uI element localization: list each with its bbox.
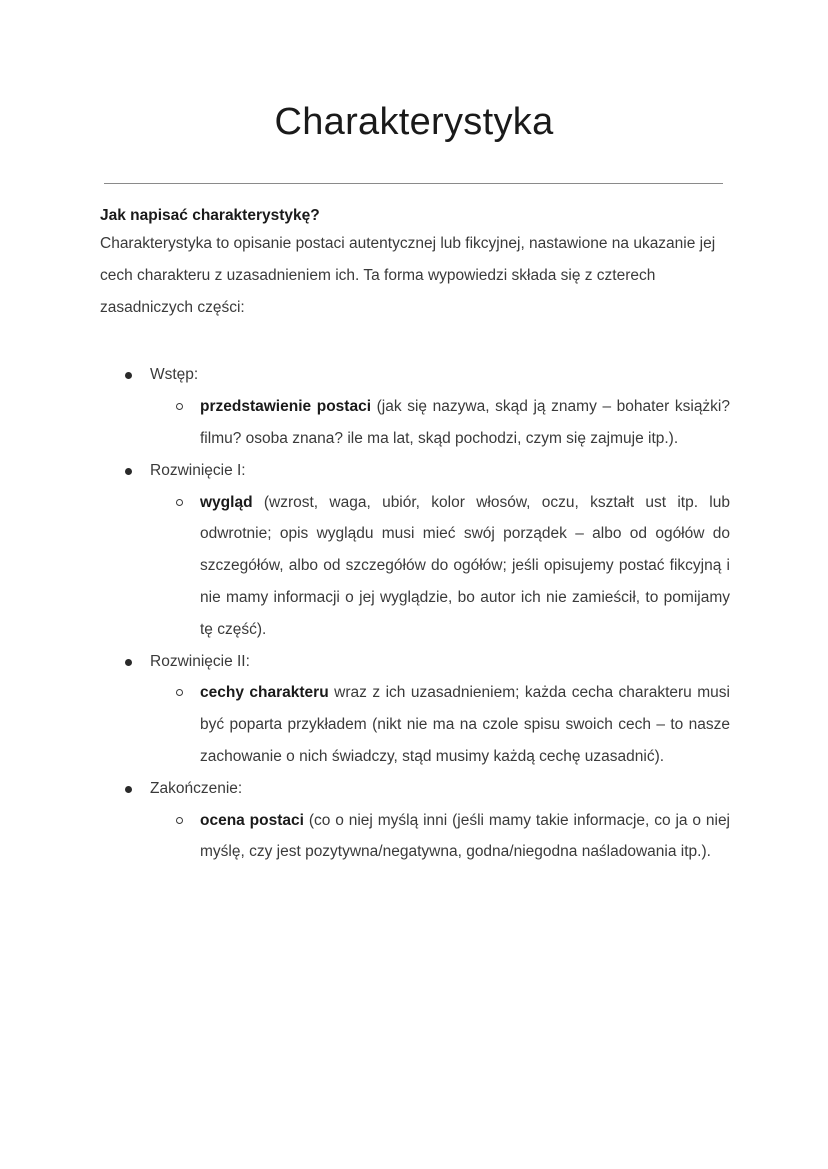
section-heading: Jak napisać charakterystykę?	[100, 207, 320, 224]
sub-list-item	[150, 487, 730, 646]
bullet-dot-icon	[125, 468, 132, 475]
part-term: przedstawienie postaci	[200, 398, 372, 416]
list-item-zakonczenie	[100, 773, 730, 868]
part-description: wraz z ich uzasadnieniem; każda cecha charakteru musi być poparta przykładem (nikt nie ma na czole spisu swoich cech – to nasze zachowanie o nich świadczy, stąd musimy każdą cechę uzasadnić).	[200, 684, 730, 765]
part-term: ocena postaci	[200, 811, 304, 829]
part-label: Rozwinięcie II:	[150, 652, 250, 670]
bullet-circle-icon	[176, 499, 183, 506]
bullet-circle-icon	[176, 689, 183, 696]
part-label: Zakończenie:	[150, 779, 243, 797]
sub-list-item	[150, 805, 730, 869]
part-description: (wzrost, waga, ubiór, kolor włosów, oczu, kształt ust itp. lub odwrotnie; opis wyglądu musi mieć swój porządek – albo od ogółów do szczegółów, albo od szczegółów do ogółów; jeśli opisujemy postać fikcyjną i nie mamy informacji o jej wyglądzie, bo autor ich nie zamieścił, to pomijamy tę część).	[200, 493, 730, 638]
page-title: Charakterystyka	[274, 101, 554, 143]
parts-list	[100, 359, 730, 868]
bullet-circle-icon	[176, 403, 183, 410]
bullet-dot-icon	[125, 786, 132, 793]
part-term: wygląd	[200, 493, 253, 511]
list-item-rozwiniecie-1	[100, 455, 730, 646]
part-description: (jak się nazywa, skąd ją znamy – bohater książki? filmu? osoba znana? ile ma lat, skąd pochodzi, czym się zajmuje itp.).	[200, 398, 730, 447]
part-term: cechy charakteru	[200, 684, 329, 702]
sub-list-item	[150, 677, 730, 772]
part-label: Rozwinięcie I:	[150, 461, 246, 479]
bullet-dot-icon	[125, 372, 132, 379]
document-body	[100, 204, 730, 868]
title-divider	[104, 183, 723, 184]
intro-paragraph: Charakterystyka to opisanie postaci autentycznej lub fikcyjnej, nastawione na ukazanie jej cech charakteru z uzasadnieniem ich. Ta forma wypowiedzi składa się z czterech zasadniczych części:	[100, 235, 716, 316]
bullet-circle-icon	[176, 817, 183, 824]
sub-list	[150, 677, 730, 772]
sub-list	[150, 487, 730, 646]
part-description: (co o niej myślą inni (jeśli mamy takie informacje, co ja o niej myślę, czy jest pozytywna/negatywna, godna/niegodna naśladowania itp.).	[200, 811, 731, 861]
sub-list	[150, 391, 730, 455]
sub-list-item	[150, 391, 730, 455]
sub-list	[150, 805, 730, 869]
list-item-wstep	[100, 359, 730, 454]
list-item-rozwiniecie-2	[100, 646, 730, 773]
part-label: Wstęp:	[150, 366, 199, 384]
bullet-dot-icon	[125, 659, 132, 666]
